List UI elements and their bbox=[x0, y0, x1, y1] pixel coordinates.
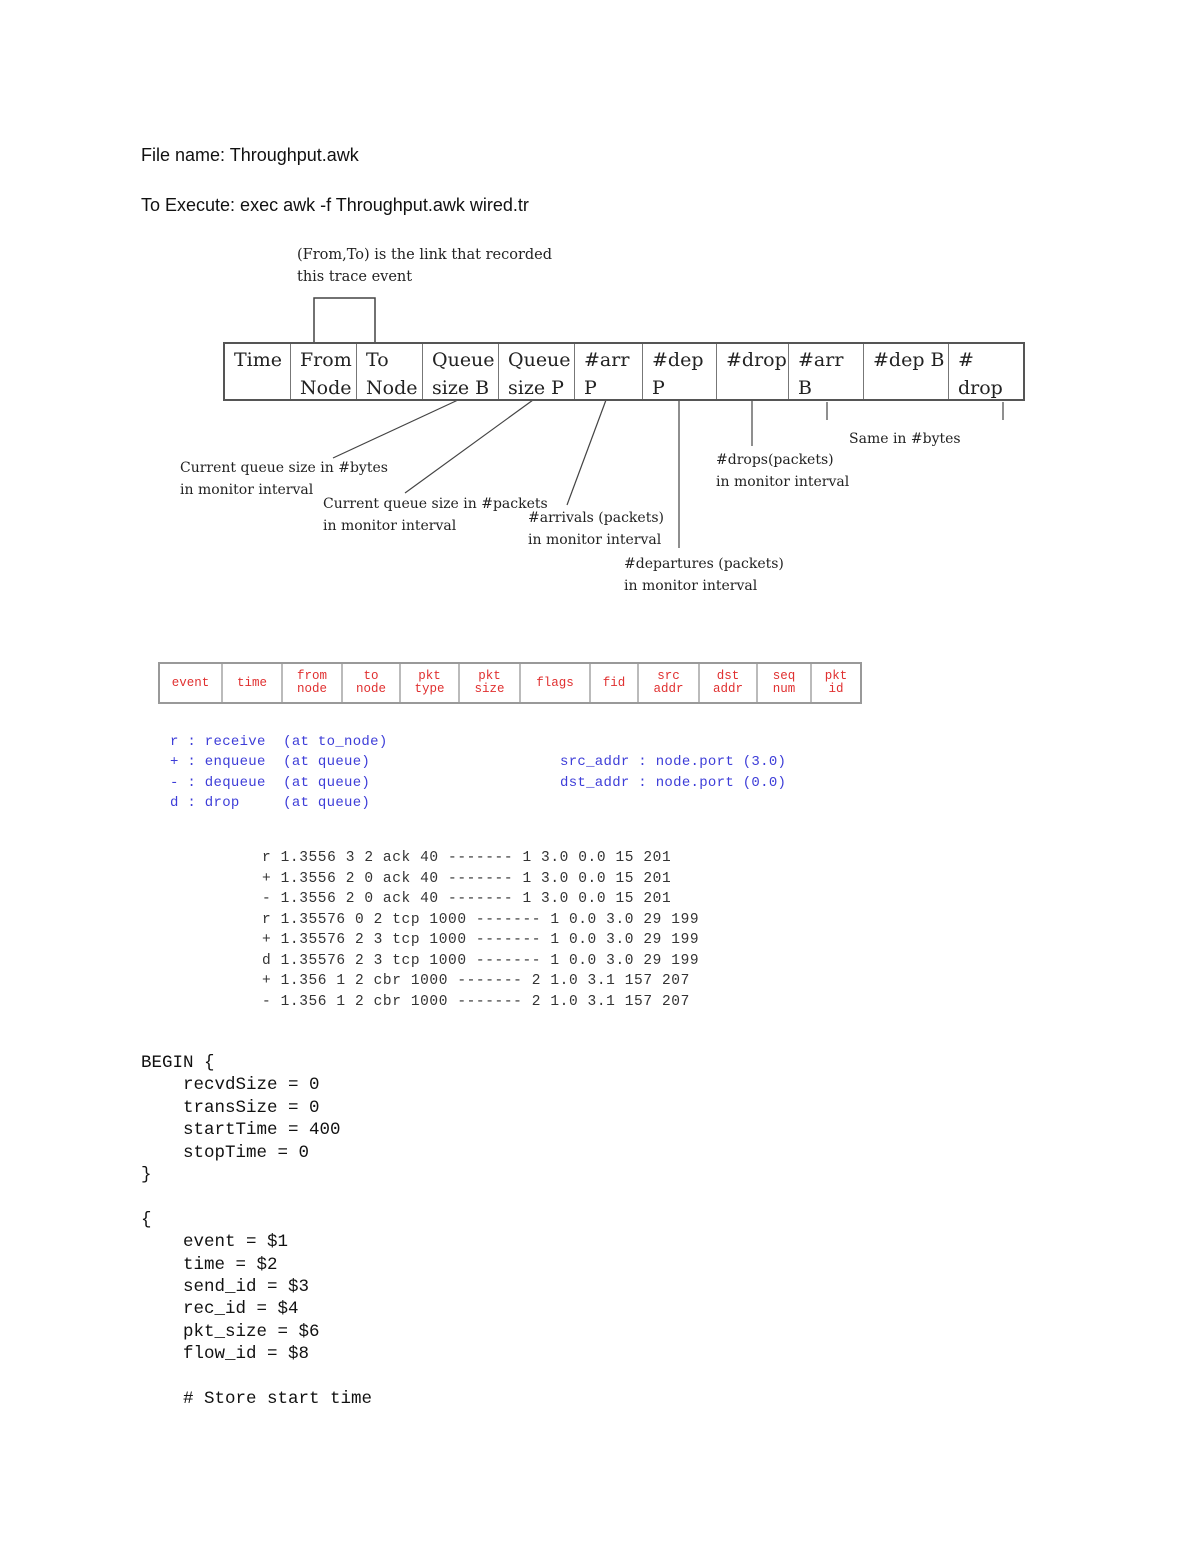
code-line: event = $1 bbox=[141, 1232, 289, 1253]
trace-col-src-addr: src addr bbox=[639, 664, 700, 702]
trace-format-table bbox=[158, 662, 862, 704]
code-line: stopTime = 0 bbox=[141, 1142, 310, 1163]
legend-enqueue: + : enqueue (at queue) bbox=[170, 754, 371, 770]
col-queue-size-p: Queue size P bbox=[499, 344, 575, 399]
code-line: recvdSize = 0 bbox=[141, 1075, 320, 1096]
pointer-arrivals bbox=[567, 400, 606, 505]
col-drop: #drop bbox=[717, 344, 789, 399]
trace-col-event: event bbox=[160, 664, 223, 702]
legend-dst-addr: dst_addr : node.port (0.0) bbox=[560, 775, 787, 791]
legend-receive: r : receive (at to_node) bbox=[170, 734, 388, 750]
code-line: rec_id = $4 bbox=[141, 1299, 299, 1320]
annotation-same-bytes: Same in #bytes bbox=[849, 431, 961, 447]
col-arr-b: #arr B bbox=[789, 344, 864, 399]
link-note: (From,To) is the link that recorded this trace event bbox=[297, 247, 553, 285]
pointer-queue-packets bbox=[405, 400, 533, 493]
legend-dequeue: - : dequeue (at queue) bbox=[170, 775, 371, 791]
trace-line: + 1.356 1 2 cbr 1000 ------- 2 1.0 3.1 157 207 bbox=[262, 973, 690, 989]
trace-col-flags: flags bbox=[521, 664, 591, 702]
trace-line: - 1.356 1 2 cbr 1000 ------- 2 1.0 3.1 157 207 bbox=[262, 993, 690, 1010]
legend-src-addr: src_addr : node.port (3.0) bbox=[560, 754, 787, 770]
col-time: Time bbox=[225, 344, 291, 399]
code-line: } bbox=[141, 1164, 152, 1185]
from-to-bracket bbox=[314, 298, 375, 342]
trace-line: + 1.3556 2 0 ack 40 ------- 1 3.0 0.0 15 201 bbox=[262, 870, 672, 887]
trace-line: d 1.35576 2 3 tcp 1000 ------- 1 0.0 3.0 29 199 bbox=[262, 952, 700, 969]
col-queue-size-b: Queue size B bbox=[423, 344, 499, 399]
annotation-queue-bytes: Current queue size in #bytes in monitor interval bbox=[180, 460, 388, 498]
code-line: send_id = $3 bbox=[141, 1276, 310, 1297]
awk-code-block bbox=[141, 1052, 372, 1410]
code-line bbox=[141, 1186, 372, 1208]
trace-col-to-node: to node bbox=[343, 664, 401, 702]
col-dep-b: #dep B bbox=[864, 344, 949, 399]
code-line: transSize = 0 bbox=[141, 1097, 320, 1118]
trace-col-pkt-size: pkt size bbox=[460, 664, 521, 702]
legend-drop: d : drop (at queue) bbox=[170, 795, 371, 811]
annotation-drops: #drops(packets) in monitor interval bbox=[716, 452, 850, 490]
trace-line: + 1.35576 2 3 tcp 1000 ------- 1 0.0 3.0 29 199 bbox=[262, 932, 700, 948]
trace-col-from-node: from node bbox=[283, 664, 343, 702]
trace-line: r 1.3556 3 2 ack 40 ------- 1 3.0 0.0 15 201 bbox=[262, 850, 672, 866]
code-line: pkt_size = $6 bbox=[141, 1321, 320, 1342]
trace-col-time: time bbox=[223, 664, 283, 702]
code-line: # Store start time bbox=[141, 1388, 373, 1409]
code-line bbox=[141, 1365, 372, 1387]
file-name-line: File name: Throughput.awk bbox=[141, 145, 359, 165]
trace-col-dst-addr: dst addr bbox=[700, 664, 758, 702]
trace-example-block bbox=[262, 850, 699, 1014]
code-line: time = $2 bbox=[141, 1254, 278, 1275]
trace-col-pkt-type: pkt type bbox=[401, 664, 460, 702]
trace-line: r 1.35576 0 2 tcp 1000 ------- 1 0.0 3.0 29 199 bbox=[262, 911, 700, 928]
pointer-queue-bytes bbox=[333, 400, 458, 458]
trace-col-fid: fid bbox=[591, 664, 639, 702]
code-line: BEGIN { bbox=[141, 1053, 215, 1073]
trace-col-pkt-id: pkt id bbox=[824, 669, 848, 696]
col-arr-p: #arr P bbox=[575, 344, 643, 399]
col-from-node: From Node bbox=[291, 344, 357, 399]
col-to-node: To Node bbox=[357, 344, 423, 399]
execute-line: To Execute: exec awk -f Throughput.awk wired.tr bbox=[141, 195, 529, 215]
code-line: flow_id = $8 bbox=[141, 1344, 310, 1365]
code-line: { bbox=[141, 1209, 152, 1230]
trace-line: - 1.3556 2 0 ack 40 ------- 1 3.0 0.0 15 201 bbox=[262, 891, 672, 907]
trace-col-seq-num: seq num bbox=[758, 664, 812, 702]
annotation-departures: #departures (packets) in monitor interval bbox=[624, 556, 784, 594]
annotation-arrivals: #arrivals (packets) in monitor interval bbox=[528, 510, 664, 548]
col-dep-p: #dep P bbox=[643, 344, 717, 399]
col-drop-b: # drop bbox=[958, 349, 1003, 399]
annotation-queue-packets: Current queue size in #packets in monitor interval bbox=[323, 496, 548, 534]
queue-monitor-table bbox=[223, 342, 1025, 401]
code-line: startTime = 400 bbox=[141, 1120, 341, 1141]
